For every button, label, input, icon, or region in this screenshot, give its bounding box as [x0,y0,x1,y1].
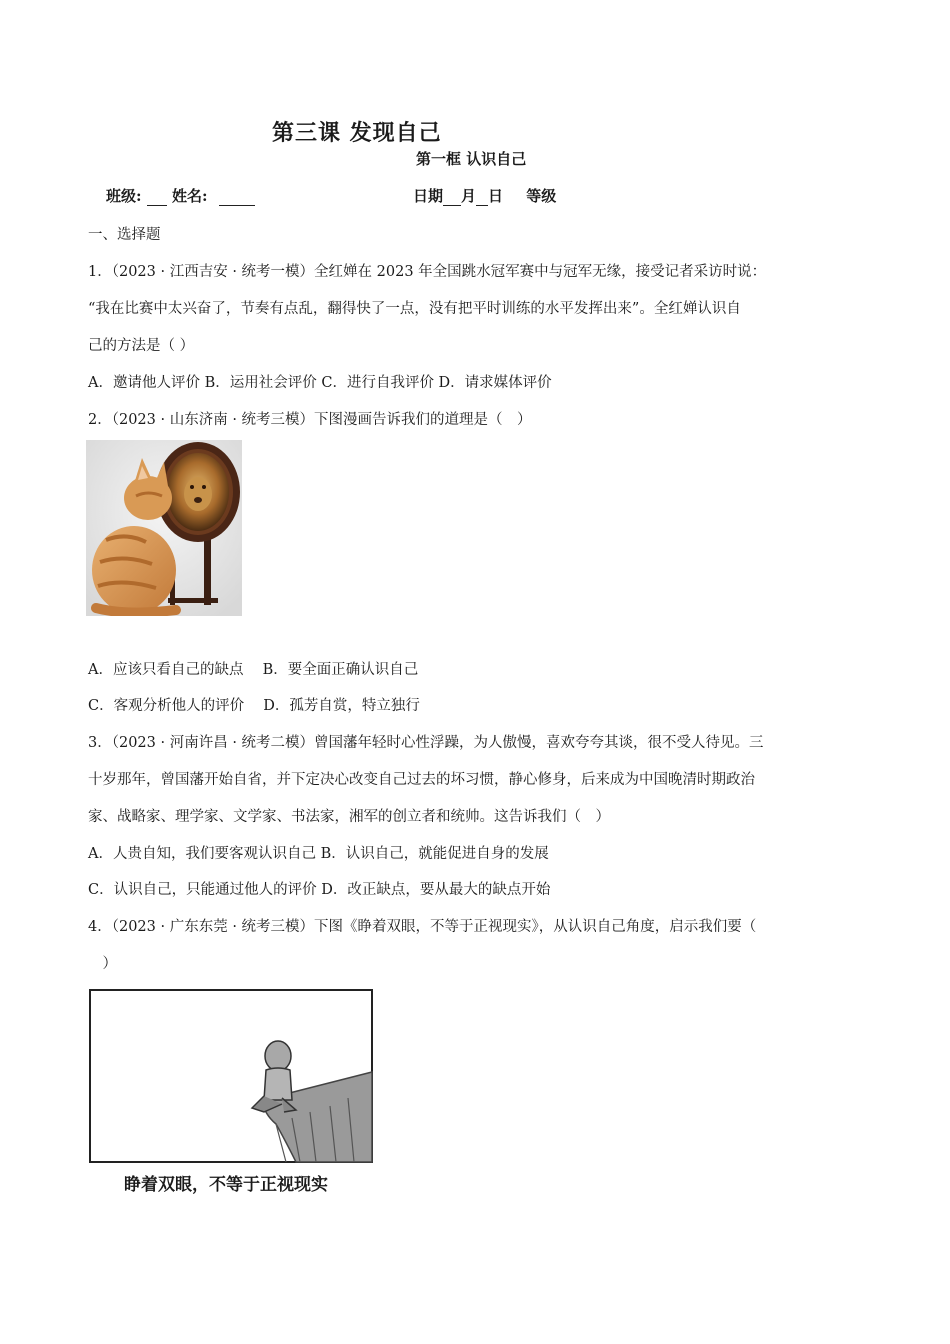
q1-line3: 己的方法是（ ） [88,338,195,354]
q3-line2: 十岁那年，曾国藩开始自省，并下定决心改变自己过去的坏习惯，静心修身，后来成为中国晚清时期政治 [88,772,755,788]
class-field[interactable] [147,205,167,206]
q3-line3: 家、战略家、理学家、文学家、书法家，湘军的创立者和统帅。这告诉我们（ ） [88,809,610,825]
q4-line1: 4．（2023 · 广东东莞 · 统考三模）下图《睁着双眼，不等于正视现实》，从认识自己角度，启示我们要（ [88,919,757,935]
q3-line1: 3．（2023 · 河南许昌 · 统考二模）曾国藩年轻时心性浮躁，为人傲慢，喜欢夸夸其谈，很不受人待见。三 [88,735,764,751]
month-field[interactable] [443,205,461,206]
day-label: 日 [488,187,504,205]
name-field[interactable] [219,205,255,206]
q4-line2: ） [88,956,117,972]
name-label: 姓名: [172,187,208,205]
q2-options-ab: A．应该只看自己的缺点 B．要全面正确认识自己 [88,662,419,678]
q3-options-ab: A．人贵自知，我们要客观认识自己 B．认识自己，就能促进自身的发展 [88,846,549,862]
q2-options-cd: C．客观分析他人的评价 D．孤芳自赏，特立独行 [88,698,420,714]
class-label: 班级: [106,187,142,205]
page-subtitle: 第一框 认识自己 [416,150,527,168]
q1-line2: “我在比赛中太兴奋了，节奏有点乱，翻得快了一点，没有把平时训练的水平发挥出来”。全红婵认识自 [88,301,741,317]
class-name-row [106,185,255,206]
kitten-mirror-lion-image [86,440,242,616]
q1-options: A．邀请他人评价 B．运用社会评价 C．进行自我评价 D．请求媒体评价 [88,375,552,391]
section-heading: 一、选择题 [88,227,161,243]
date-label: 日期 [413,187,444,205]
day-field[interactable] [476,205,488,206]
grade-label: 等级 [526,187,557,205]
q1-line1: 1．（2023 · 江西吉安 · 统考一模）全红婵在 2023 年全国跳水冠军赛中与冠军无缘，接受记者采访时说： [88,264,767,280]
q3-options-cd: C．认识自己，只能通过他人的评价 D．改正缺点，要从最大的缺点开始 [88,882,551,898]
page-title: 第三课 发现自己 [272,120,442,146]
date-row [413,185,556,206]
q2-line1: 2．（2023 · 山东济南 · 统考三模）下图漫画告诉我们的道理是（ ） [88,412,532,428]
cartoon-caption: 睁着双眼，不等于正视现实 [124,1175,328,1195]
cliff-cartoon-image [86,988,378,1194]
month-label: 月 [461,187,477,205]
